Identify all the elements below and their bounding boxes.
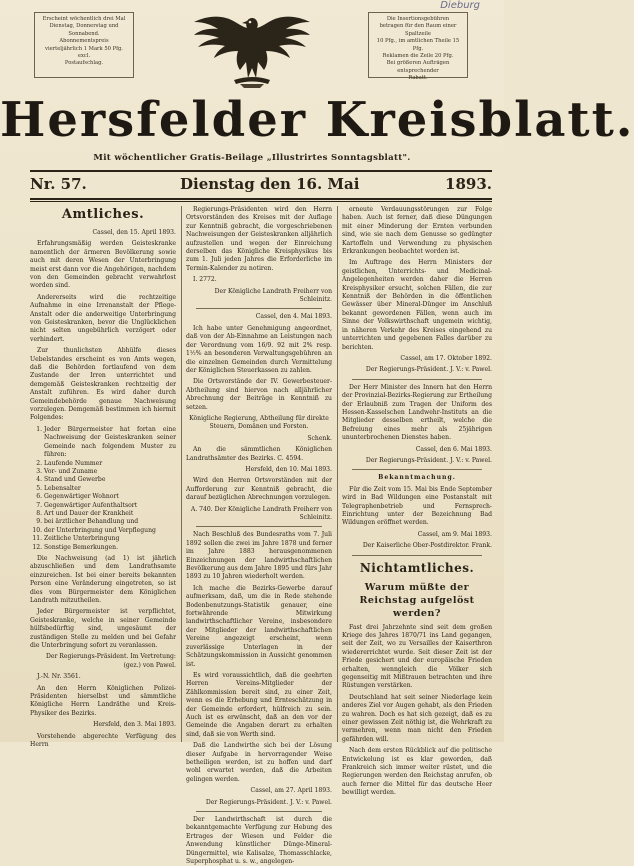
paragraph: Andererseits wird die rechtzeitige Aufnahme in eine Irrenanstalt der Pflege-Anstalt oder die anderweitige Unterbringung von Geisteskranken, bevor die Unglücklichen nicht selten ungebührlich verzögert oder verhindert. bbox=[30, 293, 176, 343]
dateline-text: Cassel, am 9. Mai 1893. bbox=[417, 530, 492, 538]
eagle-emblem-icon bbox=[190, 4, 314, 90]
list-item: 6. Gegenwärtiger Wohnort bbox=[44, 493, 176, 501]
paragraph: An die sämmtlichen Königlichen Landrathsämter des Bezirks. C. 4594. bbox=[186, 446, 332, 462]
reference-number: J.-N. Nr. 3561. bbox=[37, 673, 81, 681]
dateline-text: Cassel, den 6. Mai 1893. bbox=[415, 445, 492, 453]
paragraph: Fast drei Jahrzehnte sind seit dem großen Kriege des Jahres 1870/71 ins Land gegangen, seit der Zeit, wo zu Versailles der Kaiserthron wiedererrichtet wurde. Seit dieser Zeit ist der Friede gesichert und der europäische Frieden erhalten, wenngleich die Völker sich gegenseitig mit Mißtrauen betrachten und ihre Rüstungen verstärken. bbox=[342, 623, 492, 690]
handwritten-note: Dieburg bbox=[440, 0, 480, 11]
article-headline: Warum müßte der Reichstag aufgelöst werden? bbox=[359, 582, 475, 620]
paragraph: Der Herr Minister des Innern hat den Herrn der Provinzial-Bezirks-Regierung zur Ertheilung der Erlaubniß zum Tragen der Uniform des Hessen-Kasselschen Landwehr-Instituts an die Mitglieder desselben ertheilt, welche die Befreiung eines mehr als 25jährigen ununterbrochenen Dienstes haben. bbox=[342, 383, 492, 442]
rates-line: Die Insertionsgebühren bbox=[386, 16, 450, 22]
divider bbox=[196, 526, 322, 527]
list-item: 10. der Unterbringung und Verpflegung bbox=[44, 527, 176, 535]
paragraph: Die Nachweisung (ad 1) ist jährlich abzuschließen und dem Landrathsamte einzureichen. Ist bei einer bereits bekannten Person eine Veränderung eingetreten, so ist dies vom Bürgermeister dem Königlichen Landrath mitzutheilen. bbox=[30, 554, 176, 604]
paragraph: Es wird voraussichtlich, daß die geehrten Herren Vereins-Mitglieder der Zählkommission bereit sind, zu einer Zeit, wenn es die Erhebung und Ernteschätzung in der Gemeinde erfordert, hülfreich zu sein. Auch ist es erwünscht, daß an den vor der Gemeinde die Angaben derart zu erhalten sind, daß sie von Werth sind. bbox=[186, 671, 332, 738]
dateline-text: Cassel, den 4. Mai 1893. bbox=[255, 313, 332, 321]
signature: Der Regierungs-Präsident. J. V.: v. Pawel. bbox=[205, 798, 332, 806]
signature: Der Königliche Landrath Freiherr von Schleinitz. bbox=[214, 287, 332, 304]
divider bbox=[352, 379, 482, 380]
issue-number: Nr. 57. bbox=[30, 175, 87, 193]
dateline-text: Cassel, am 17. Oktober 1892. bbox=[400, 354, 492, 362]
paragraph: Regierungs-Präsidenten wird den Herrn Ortsvorständen des Kreises mit der Auflage zur Kenntniß gebracht, die vorgeschriebenen Nachweisungen der Geisteskranken alljährlich aufzustellen und wegen der Einreichung derselben das Königliche Kreisphysikus bis zum 1. Juli jeden Jahres die Erforderliche im Termin-Kalender zu notiren. bbox=[186, 206, 332, 272]
paragraph: Die Ortsvorstände der IV. Gewerbesteuer-Abtheilung sind hiervon nach alljährlicher Abrechnung der Beiträge in Kenntniß zu setzen. bbox=[186, 378, 332, 411]
newspaper-subtitle: Mit wöchentlicher Gratis-Beilage „Illustrirtes Sonntagsblatt". bbox=[93, 153, 411, 163]
paragraph: Vorstehende abgerechte Verfügung des Herrn bbox=[30, 732, 176, 749]
list-item: 5. Lebensalter bbox=[44, 485, 176, 493]
dateline-text: Cassel, den 15. April 1893. bbox=[92, 228, 176, 236]
paragraph: Jeder Bürgermeister ist verpflichtet, Geisteskranke, welche in seiner Gemeinde hülfsbedürftig sind, ungesäumt der zuständigen Stelle zu melden und bei Gefahr die Unterbringung sofort zu veranlassen. bbox=[30, 608, 176, 650]
subscription-line: Erscheint wöchentlich drei Mal bbox=[42, 16, 126, 22]
rates-line: 10 Pfg., im amtlichen Theile 15 Pfg. bbox=[376, 38, 460, 52]
paragraph: Erfahrungsmäßig werden Geisteskranke namentlich der ärmeren Bevölkerung sowie auch mit deren Wesen der Unterbringung meist erst dann vor die Angehörigen, nachdem von den Gemeinden gebracht verwahrlost worden sind. bbox=[30, 240, 176, 290]
signature: Schenk. bbox=[307, 434, 332, 442]
divider bbox=[196, 308, 322, 309]
list-item: 4. Stand und Gewerbe bbox=[44, 476, 176, 484]
dateline-text: Cassel, am 27. April 1893. bbox=[250, 787, 332, 795]
column-divider bbox=[181, 206, 182, 742]
dateline-text: Hersfeld, den 3. Mai 1893. bbox=[93, 721, 176, 729]
subscription-info-box bbox=[34, 12, 134, 78]
paragraph: Im Auftrage des Herrn Ministers der geistlichen, Unterrichts- und Medicinal-Angelegenheiten werden daher die Herren Kreisphysiker ersucht, solchen Fällen, die zur Kenntniß der Behörden in die öffentlichen Gewässer über Mineral-Dünger im Anschluß bekannt gewordenen Fällen, wenn auch im Sinne der Volkswirthschaft ungemein wichtig, in näheren Verkehr des Kreises eingehend zu unterrichten und gegebenen Falles darüber zu berichten. bbox=[342, 259, 492, 351]
rates-line: Rabatt. bbox=[408, 75, 428, 81]
column-official-2 bbox=[186, 206, 332, 866]
subscription-line: vierteljährlich 1 Mark 50 Pfg. excl. bbox=[45, 45, 123, 59]
paragraph: An den Herrn Königlichen Polizei-Präsidenten hierselbst und sämmtliche Königliche Herrn Landräthe und Kreis-Physiker des Bezirks. bbox=[30, 684, 176, 717]
paragraph: Der Landwirthschaft ist durch die bekanntgemachte Verfügung zur Hebung des Ertrages der Wiesen und Felder die Anwendung künstlicher Dünge-Mineral-Düngermittel, wie Kalisalze, Thomasschlacke, Superphosphat u. s. w., angelegen- bbox=[186, 816, 332, 866]
paragraph: Daß die Landwirthe sich bei der Lösung dieser Aufgabe in hervorragender Weise betheiligen werden, ist zu hoffen und darf wohl erwartet werden, daß die Arbeiten gelingen werden. bbox=[186, 742, 332, 783]
rates-line: betragen für den Raum einer Spaltzeile bbox=[379, 23, 457, 37]
header-rule bbox=[30, 170, 492, 172]
list-item: 8. Art und Dauer der Krankheit bbox=[44, 510, 176, 518]
list-item: 12. Sonstige Bemerkungen. bbox=[44, 544, 176, 552]
paragraph: Für die Zeit vom 15. Mai bis Ende September wird in Bad Wildungen eine Postanstalt mit Telegraphenbetrieb und Fernsprech-Einrichtung unter der Bezeichnung Bad Wildungen eröffnet werden. bbox=[342, 485, 492, 527]
column-divider bbox=[337, 206, 338, 742]
divider bbox=[196, 811, 322, 812]
dateline-rule-thin bbox=[30, 201, 492, 202]
list-item: 1. Jeder Bürgermeister hat fortan eine Nachweisung der Geisteskranken seiner Gemeinde nach folgendem Muster zu führen: bbox=[44, 426, 176, 460]
paragraph: Nach Beschluß des Bundesraths vom 7. Juli 1892 sollen die zwei im Jahre 1878 und ferner im Jahre 1883 herausgenommenen Einzeichnungen der landwirthschaftlichen Bevölkerung aus dem Jahre 1895 und fürs Jahr 1893 zu 10 Jahren wiederholt werden. bbox=[186, 531, 332, 581]
column-official-3 bbox=[342, 206, 492, 797]
issue-year: 1893. bbox=[445, 175, 492, 193]
list-item: 2. Laufende Nummer bbox=[44, 460, 176, 468]
numbered-list bbox=[30, 426, 176, 552]
column-official-1 bbox=[30, 206, 176, 749]
announcement-heading: Bekanntmachung. bbox=[378, 474, 456, 482]
rates-line: Bei größeren Aufträgen entsprechender bbox=[386, 60, 450, 74]
list-item: 7. Gegenwärtiger Aufenthaltsort bbox=[44, 502, 176, 510]
paragraph: Ich habe unter Genehmigung angeordnet, daß von der Ab-Einnahme an Leistungen nach der Verordnung vom 16/9. 92 mit 2% resp. 1½% an besonderen Verwaltungsgebühren an die einzelnen Gemeinden durch Vermittelung der Königlichen Steuerkassen zu zahlen. bbox=[186, 324, 332, 374]
paragraph: Nach dem ersten Rückblick auf die politische Entwickelung ist es klar geworden, daß Frankreich sich immer weiter rüstet, und die Regierungen werden den Reichstag anrufen, ob auch ferner die Mittel für das deutsche Heer bewilligt werden. bbox=[342, 747, 492, 797]
paragraph: Deutschland hat seit seiner Niederlage kein anderes Ziel vor Augen gehabt, als den Frieden zu wahren. Doch es hat sich gezeigt, daß es zu einer gewissen Zeit nöthig ist, die Wehrkraft zu vermehren, wenn man nicht den Frieden gefährden will. bbox=[342, 693, 492, 743]
issue-dateline bbox=[30, 175, 492, 195]
paragraph: Zur thunlichsten Abhülfe dieses Uebelstandes erscheint es von Amts wegen, daß die Behörden fortlaufend von dem Zustande der Irren unterrichtet und demgemäß Geisteskranken rechtzeitig der Anstalt zuführen. Es wird daher durch Gemeindebehörde genaue Nachweisung vorzulegen. Demgemäß bestimmen ich hiermit Folgendes: bbox=[30, 347, 176, 422]
paragraph: Wird den Herren Ortsvorständen mit der Aufforderung zur Kenntniß gebracht, die darauf bezüglichen Abrechnungen vorzulegen. bbox=[186, 477, 332, 502]
advertising-rates-box bbox=[368, 12, 468, 81]
section-title-unofficial: Nichtamtliches. bbox=[359, 560, 475, 575]
signature: Der Kaiserliche Ober-Postdirektor. Frank. bbox=[362, 542, 492, 550]
paragraph: erneute Verdauungsstörungen zur Folge haben. Auch ist ferner, daß diese Düngungen mit einer Minderung der Ernten verbunden sind, wie sie nach dem Genusse so gedüngter Kartoffeln und Verwendung zu physischen Erkrankungen beobachtet worden ist. bbox=[342, 206, 492, 256]
issue-date: Dienstag den 16. Mai bbox=[180, 175, 360, 193]
divider bbox=[352, 469, 482, 470]
list-item: 9. bei ärztlicher Behandlung und bbox=[44, 518, 176, 526]
section-title-official: Amtliches. bbox=[61, 207, 145, 222]
divider bbox=[352, 555, 482, 556]
signature: Königliche Regierung, Abtheilung für direkte Steuern, Domänen und Forsten. bbox=[189, 414, 329, 431]
signature: Der Regierungs-Präsident. J. V.: v. Pawel. bbox=[365, 456, 492, 464]
newspaper-title: Hersfelder Kreisblatt. bbox=[0, 92, 634, 148]
subscription-line: Postaufschlag. bbox=[64, 60, 104, 67]
signature: Der Regierungs-Präsident. Im Vertretung: (gez.) von Pawel. bbox=[45, 653, 176, 669]
reference-number: I. 2772. bbox=[193, 276, 217, 284]
dateline-text: Hersfeld, den 10. Mai 1893. bbox=[245, 465, 332, 473]
subscription-line: Abonnementspreis bbox=[59, 38, 109, 45]
subscription-line: Dienstag, Donnerstag und Sonnabend. bbox=[49, 23, 119, 37]
list-item: 3. Vor- und Zuname bbox=[44, 468, 176, 476]
rates-line: Reklamen die Zeile 20 Pfg. bbox=[382, 52, 454, 59]
paragraph: Ich mache die Bezirks-Gewerbe darauf aufmerksam, daß, um die in Rede stehende Bodenbenutzungs-Statistik genauer, eine fortwährende Mitwirkung landwirthschaftlicher Vereine, insbesondere der Mitglieder der landwirthschaftlichen Vereine angezeigt erscheint, wenn zuverlässige Unterlagen in der Schätzungskommission in Aussicht genommen ist. bbox=[186, 584, 332, 668]
dateline-rule bbox=[30, 198, 492, 200]
signature: Der Regierungs-Präsident. J. V.: v. Pawel. bbox=[365, 366, 492, 374]
signature: A. 740. Der Königliche Landrath Freiherr von Schleinitz. bbox=[190, 505, 332, 521]
list-item: 11. Zeitliche Unterbringung bbox=[44, 535, 176, 543]
